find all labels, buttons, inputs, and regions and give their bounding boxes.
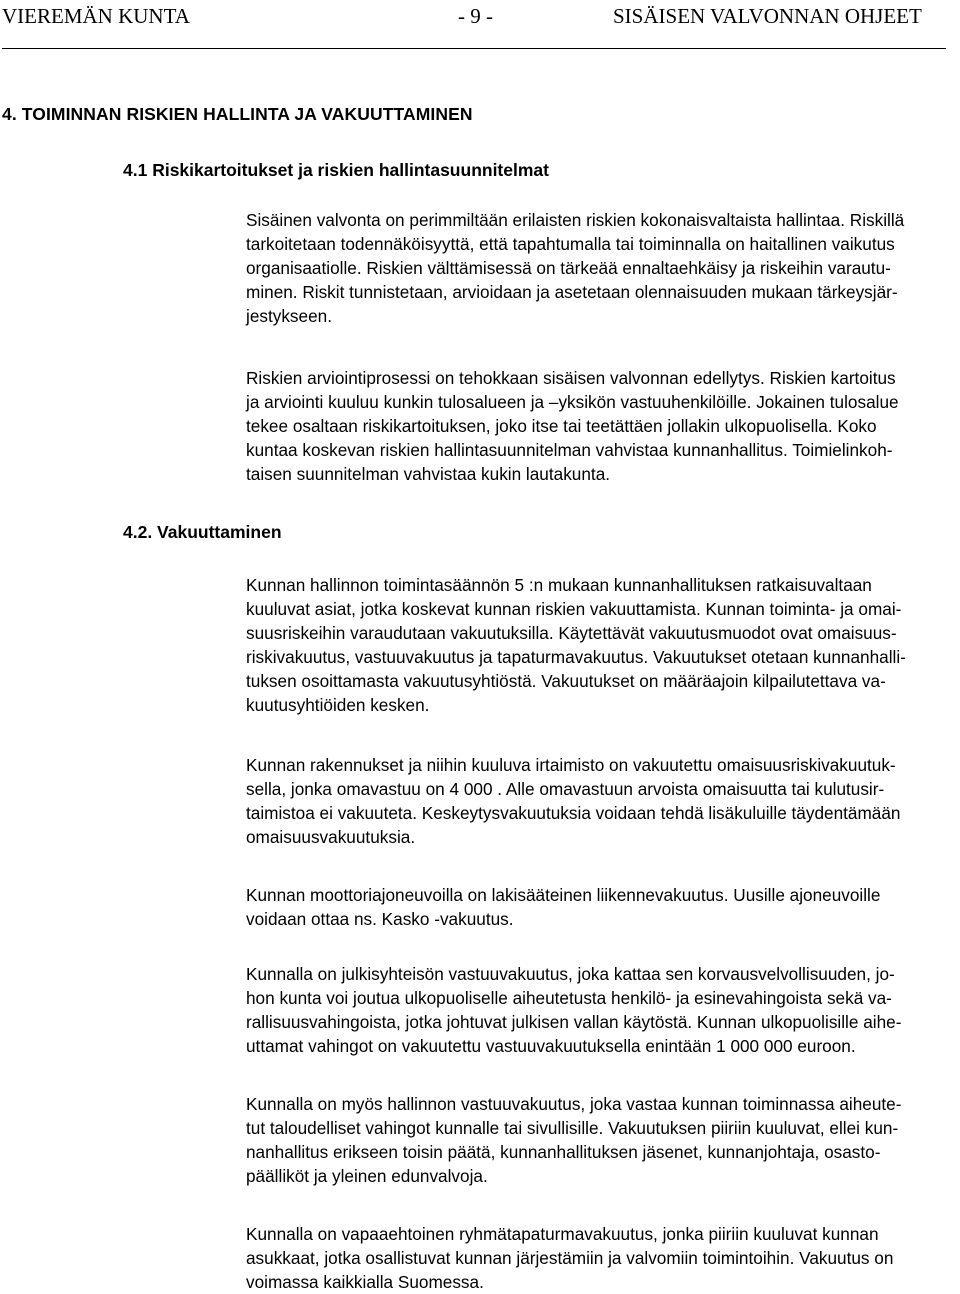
- subsection-heading-4-1: 4.1 Riskikartoitukset ja riskien hallintasuunnitelmat: [123, 160, 549, 180]
- paragraph-vastuuvakuutus: [246, 962, 954, 1058]
- text-line: tarkoitetaan todennäköisyyttä, että tapahtumalla tai toiminnalla on haitallinen vaikutus: [246, 234, 895, 254]
- paragraph-ryhmatapaturmavakuutus: [246, 1222, 954, 1294]
- text-line: asukkaat, jotka osallistuvat kunnan järjestämiin ja valvomiin toimintoihin. Vakuutus on: [246, 1248, 894, 1268]
- text-line: taimistoa ei vakuuteta. Keskeytysvakuutuksia voidaan tehdä lisäkuluille täydentämään: [246, 803, 901, 823]
- text-line: jestykseen.: [246, 306, 332, 326]
- text-line: kuutusyhtiöiden kesken.: [246, 695, 430, 715]
- text-line: Kunnalla on myös hallinnon vastuuvakuutus, joka vastaa kunnan toiminnassa aiheute-: [246, 1094, 902, 1114]
- text-line: tut taloudelliset vahingot kunnalle tai sivullisille. Vakuutuksen piiriin kuuluvat, ellei kun-: [246, 1118, 899, 1138]
- paragraph-moottoriajoneuvot: [246, 883, 954, 931]
- text-line: Kunnalla on vapaaehtoinen ryhmätapaturmavakuutus, jonka piiriin kuuluvat kunnan: [246, 1224, 879, 1244]
- text-line: kuntaa koskevan riskien hallintasuunnitelman vahvistaa kunnanhallitus. Toimielinkoh-: [246, 440, 893, 460]
- text-line: Kunnan moottoriajoneuvoilla on lakisääteinen liikennevakuutus. Uusille ajoneuvoille: [246, 885, 881, 905]
- text-line: minen. Riskit tunnistetaan, arvioidaan ja asetetaan olennaisuuden mukaan tärkeysjär-: [246, 282, 898, 302]
- text-line: voimassa kaikkialla Suomessa.: [246, 1272, 484, 1292]
- text-line: rallisuusvahingoista, jotka johtuvat julkisen vallan käytöstä. Kunnan ulkopuolisille aihe-: [246, 1012, 902, 1032]
- header-municipality: VIEREMÄN KUNTA: [2, 4, 190, 28]
- text-line: voidaan ottaa ns. Kasko -vakuutus.: [246, 909, 514, 929]
- paragraph-rakennukset: [246, 753, 954, 849]
- text-line: Kunnan hallinnon toimintasäännön 5 :n mukaan kunnanhallituksen ratkaisuvaltaan: [246, 575, 872, 595]
- text-line: sella, jonka omavastuu on 4 000 . Alle omavastuun arvoista omaisuutta tai kulutusir-: [246, 779, 885, 799]
- header-rule: [2, 48, 946, 49]
- paragraph-toimintasaanto: [246, 573, 954, 717]
- text-line: riskivakuutus, vastuuvakuutus ja tapaturmavakuutus. Vakuutukset otetaan kunnanhalli-: [246, 647, 906, 667]
- text-line: tuksen osoittamasta vakuutusyhtiöstä. Vakuutukset on määräajoin kilpailutettava va-: [246, 671, 886, 691]
- section-heading: 4. TOIMINNAN RISKIEN HALLINTA JA VAKUUTTAMINEN: [2, 104, 473, 124]
- text-line: päälliköt ja yleinen edunvalvoja.: [246, 1166, 488, 1186]
- text-line: Sisäinen valvonta on perimmiltään erilaisten riskien kokonaisvaltaista hallintaa. Riskillä: [246, 210, 905, 230]
- text-line: taisen suunnitelman vahvistaa kukin lautakunta.: [246, 464, 611, 484]
- text-line: Kunnalla on julkisyhteisön vastuuvakuutus, joka kattaa sen korvausvelvollisuuden, jo-: [246, 964, 895, 984]
- text-line: kuuluvat asiat, jotka koskevat kunnan riskien vakuuttamista. Kunnan toiminta- ja omai-: [246, 599, 902, 619]
- text-line: Kunnan rakennukset ja niihin kuuluva irtaimisto on vakuutettu omaisuusriskivakuutuk-: [246, 755, 896, 775]
- text-line: uttamat vahingot on vakuutettu vastuuvakuutuksella enintään 1 000 000 euroon.: [246, 1036, 856, 1056]
- text-line: Riskien arviointiprosessi on tehokkaan sisäisen valvonnan edellytys. Riskien kartoitus: [246, 368, 896, 388]
- subsection-heading-4-2: 4.2. Vakuuttaminen: [123, 522, 282, 542]
- text-line: hon kunta voi joutua ulkopuoliselle aiheutetusta henkilö- ja esinevahingoista sekä va-: [246, 988, 892, 1008]
- header-document-title: SISÄISEN VALVONNAN OHJEET: [613, 4, 922, 28]
- text-line: ja arviointi kuuluu kunkin tulosalueen ja –yksikön vastuuhenkilöille. Jokainen tulosalue: [246, 392, 899, 412]
- text-line: organisaatiolle. Riskien välttämisessä on tärkeää ennaltaehkäisy ja riskeihin varautu-: [246, 258, 891, 278]
- paragraph-sisainen-valvonta: [246, 208, 952, 328]
- text-line: tekee osaltaan riskikartoituksen, joko itse tai teetättäen jollakin ulkopuolisella. Koko: [246, 416, 877, 436]
- text-line: suusriskeihin varaudutaan vakuutuksilla. Käytettävät vakuutusmuodot ovat omaisuus-: [246, 623, 897, 643]
- paragraph-arviointiprosessi: [246, 366, 952, 486]
- header-page-number: - 9 -: [458, 4, 493, 28]
- paragraph-hallinnon-vastuuvakuutus: [246, 1092, 954, 1188]
- text-line: omaisuusvakuutuksia.: [246, 827, 416, 847]
- text-line: nanhallitus erikseen toisin päätä, kunnanhallituksen jäsenet, kunnanjohtaja, osasto-: [246, 1142, 881, 1162]
